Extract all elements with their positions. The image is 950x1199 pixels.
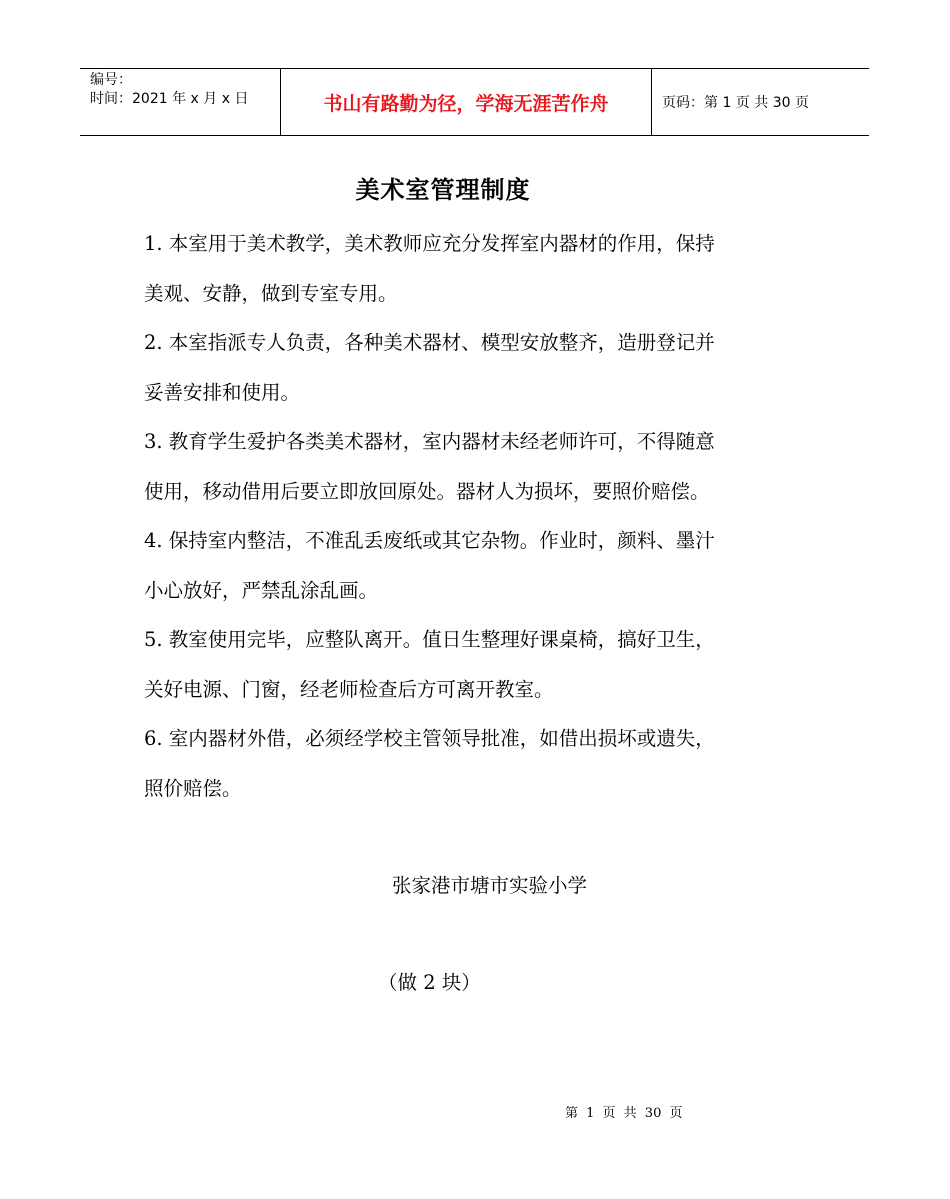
time-label: 时间：2021 年 x 月 x 日 bbox=[90, 91, 249, 107]
paragraph-line: 2. 本室指派专人负责，各种美术器材、模型安放整齐，造册登记并 bbox=[144, 331, 715, 354]
paragraph-2 bbox=[144, 318, 814, 417]
paragraph-line: 使用，移动借用后要立即放回原处。器材人为损坏，要照价赔偿。 bbox=[144, 479, 710, 503]
paragraph-line: 美观、安静，做到专室专用。 bbox=[144, 281, 398, 305]
paragraph-line: 照价赔偿。 bbox=[144, 776, 242, 800]
paragraph-line: 关好电源、门窗，经老师检查后方可离开教室。 bbox=[144, 677, 554, 701]
document-body bbox=[144, 219, 814, 813]
header-meta-cell bbox=[80, 69, 281, 135]
document-title: 美术室管理制度 bbox=[355, 176, 531, 204]
motto: 书山有路勤为径，学海无涯苦作舟 bbox=[281, 69, 652, 135]
page-footer: 第 1 页 共 30 页 bbox=[565, 1106, 683, 1121]
paragraph-1 bbox=[144, 219, 814, 318]
paragraph-line: 4. 保持室内整洁，不准乱丢废纸或其它杂物。作业时，颜料、墨汁 bbox=[144, 529, 715, 552]
paragraph-line: 妥善安排和使用。 bbox=[144, 380, 301, 404]
number-label: 编号： bbox=[90, 72, 132, 88]
paragraph-line: 1. 本室用于美术教学，美术教师应充分发挥室内器材的作用，保持 bbox=[144, 232, 715, 255]
paragraph-line: 5. 教室使用完毕，应整队离开。值日生整理好课桌椅，搞好卫生， bbox=[144, 628, 715, 651]
paragraph-line: 3. 教育学生爱护各类美术器材，室内器材未经老师许可，不得随意 bbox=[144, 430, 715, 453]
quantity-note: （做 2 块） bbox=[378, 971, 481, 994]
paragraph-6 bbox=[144, 714, 814, 813]
paragraph-line: 小心放好，严禁乱涂乱画。 bbox=[144, 578, 379, 602]
header-table bbox=[80, 68, 869, 136]
paragraph-line: 6. 室内器材外借，必须经学校主管领导批准，如借出损坏或遗失， bbox=[144, 727, 715, 750]
paragraph-3 bbox=[144, 417, 814, 516]
signature: 张家港市塘市实验小学 bbox=[392, 874, 588, 897]
paragraph-4 bbox=[144, 516, 814, 615]
page-info: 页码：第 1 页 共 30 页 bbox=[662, 95, 809, 111]
paragraph-5 bbox=[144, 615, 814, 714]
